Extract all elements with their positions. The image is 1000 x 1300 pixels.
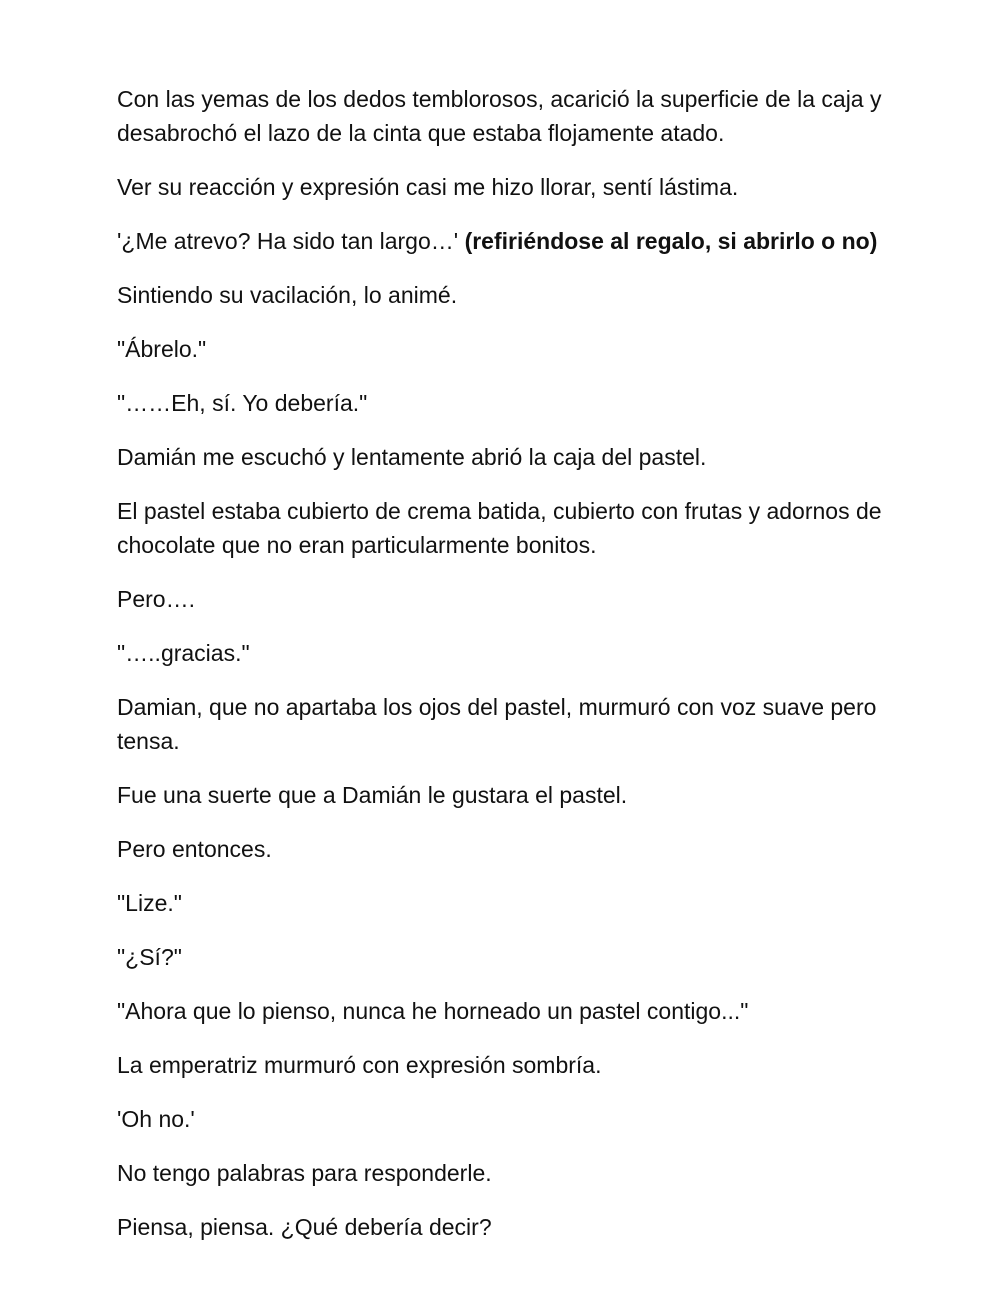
paragraph-19: No tengo palabras para responderle.: [117, 1160, 492, 1186]
paragraph-17: La emperatriz murmuró con expresión sombría.: [117, 1052, 602, 1078]
paragraph-10: "…..gracias.": [117, 640, 250, 666]
paragraph-18: 'Oh no.': [117, 1106, 195, 1132]
paragraph-20: Piensa, piensa. ¿Qué debería decir?: [117, 1214, 492, 1240]
paragraph-2: Ver su reacción y expresión casi me hizo llorar, sentí lástima.: [117, 174, 739, 200]
paragraph-3: [117, 224, 897, 258]
paragraph-7: Damián me escuchó y lentamente abrió la caja del pastel.: [117, 444, 707, 470]
paragraph-4: Sintiendo su vacilación, lo animé.: [117, 282, 458, 308]
paragraph-6: "……Eh, sí. Yo debería.": [117, 390, 368, 416]
paragraph-9: Pero….: [117, 586, 195, 612]
paragraph-14: "Lize.": [117, 890, 182, 916]
document-body: [117, 82, 897, 1264]
translator-note: (refiriéndose al regalo, si abrirlo o no): [464, 228, 878, 254]
paragraph-13: Pero entonces.: [117, 836, 272, 862]
paragraph-3-text: '¿Me atrevo? Ha sido tan largo…': [117, 228, 459, 254]
paragraph-11: Damian, que no apartaba los ojos del pastel, murmuró con voz suave pero tensa.: [117, 694, 877, 754]
paragraph-8: El pastel estaba cubierto de crema batida, cubierto con frutas y adornos de chocolate que no eran particularmente bonitos.: [117, 498, 882, 558]
paragraph-12: Fue una suerte que a Damián le gustara el pastel.: [117, 782, 628, 808]
paragraph-5: "Ábrelo.": [117, 336, 207, 362]
paragraph-1: Con las yemas de los dedos temblorosos, acarició la superficie de la caja y desabrochó el lazo de la cinta que estaba flojamente atado.: [117, 86, 882, 146]
paragraph-16: "Ahora que lo pienso, nunca he horneado un pastel contigo...": [117, 998, 749, 1024]
paragraph-15: "¿Sí?": [117, 944, 182, 970]
